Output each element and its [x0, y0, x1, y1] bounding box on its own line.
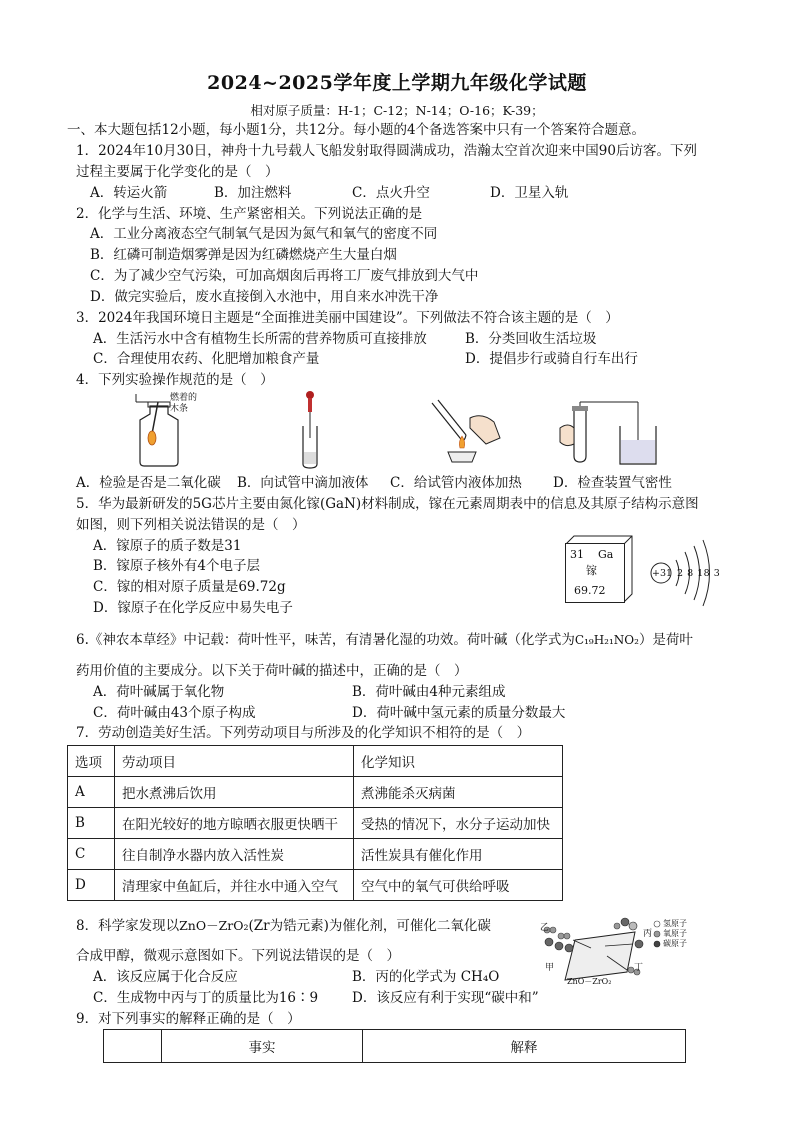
label-catalyst: ZnO－ZrO₂ [567, 977, 612, 986]
header-cell: 选项 [68, 746, 115, 777]
q8-stem-line2: 合成甲醇，微观示意图如下。下列说法错误的是（ ） [76, 948, 400, 964]
element-name: 镓 [586, 564, 597, 577]
table-cell: 受热的情况下，水分子运动加快 [354, 808, 563, 839]
label-jia: 甲 [545, 963, 555, 973]
q3-option-d: D．提倡步行或骑自行车出行 [465, 351, 638, 367]
label-bing: 丙 [643, 929, 653, 939]
table-cell: 往自制净水器内放入活性炭 [115, 839, 354, 870]
q2-stem: 2．化学与生活、环境、生产紧密相关。下列说法正确的是 [76, 206, 423, 222]
q5-option-b: B．镓原子核外有4个电子层 [93, 558, 261, 574]
header-cell: 化学知识 [354, 746, 563, 777]
q8-stem-text: 8．科学家发现以 [76, 918, 180, 934]
q2-option-a: A．工业分离液态空气制氧气是因为氮气和氧气的密度不同 [90, 226, 438, 242]
table-cell: 把水煮沸后饮用 [115, 777, 354, 808]
q6-stem-line2: 药用价值的主要成分。以下关于荷叶碱的描述中，正确的是（ ） [76, 663, 468, 679]
q6-option-d: D．荷叶碱中氢元素的质量分数最大 [352, 705, 566, 721]
q4-option-c: C．给试管内液体加热 [390, 475, 522, 491]
q8-stem-line1 [76, 917, 491, 935]
q7-stem: 7．劳动创造美好生活。下列劳动项目与所涉及的化学知识不相符的是（ ） [76, 725, 531, 741]
q2-option-c: C．为了减少空气污染，可加高烟囱后再将工厂废气排放到大气中 [90, 268, 479, 284]
q6-formula: C₁₉H₂₁NO₂ [574, 633, 639, 647]
nucleus-charge: +31 [652, 568, 673, 579]
element-cell [565, 543, 625, 603]
header-cell: 解释 [363, 1030, 686, 1063]
q1-option-d: D．卫星入轨 [490, 185, 569, 201]
table-row [68, 870, 563, 901]
q2-option-b: B．红磷可制造烟雾弹是因为红磷燃烧产生大量白烟 [90, 247, 397, 263]
table-cell: D [68, 870, 115, 901]
table-cell: B [68, 808, 115, 839]
q3-option-a: A．生活污水中含有植物生长所需的营养物质可直接排放 [93, 331, 427, 347]
legend-oxygen: 氧原子 [663, 929, 687, 938]
element-symbol: Ga [598, 548, 614, 561]
q2-option-d: D．做完实验后，废水直接倒入水池中，用自来水冲洗干净 [90, 289, 439, 305]
table-row [68, 808, 563, 839]
atomic-mass-line: 相对原子质量：H-1；C-12；N-14；O-16；K-39； [250, 103, 544, 118]
q8-option-c: C．生成物中丙与丁的质量比为16∶9 [93, 990, 319, 1006]
q1-option-b: B．加注燃料 [214, 185, 292, 201]
q9-table [103, 1029, 686, 1063]
legend-hydrogen: 氢原子 [663, 919, 687, 928]
q6-stem-text: 6.《神农本草经》中记载：荷叶性平，味苦，有清暑化湿的功效。荷叶碱（化学式为 [76, 632, 575, 648]
q5-stem-line1: 5．华为最新研发的5G芯片主要由氮化镓(GaN)材料制成，镓在元素周期表中的信息及其原子结构示意图 [76, 496, 699, 512]
atomic-mass: 69.72 [574, 584, 606, 597]
exam-title: 2024~2025学年度上学期九年级化学试题 [207, 72, 587, 94]
q5-option-a: A．镓原子的质子数是31 [93, 538, 242, 554]
q4-option-a: A．检验是否是二氧化碳 [76, 475, 221, 491]
table-header-row [68, 746, 563, 777]
q3-option-b: B．分类回收生活垃圾 [465, 331, 597, 347]
label-yi: 乙 [540, 923, 550, 933]
header-cell [104, 1030, 162, 1063]
burning-stick-label: 燃着的木条 [170, 393, 198, 414]
q5-option-c: C．镓的相对原子质量是69.72g [93, 579, 286, 595]
q8-option-a: A．该反应属于化合反应 [93, 969, 238, 985]
q7-table [67, 745, 563, 901]
header-cell: 劳动项目 [115, 746, 354, 777]
q6-option-a: A．荷叶碱属于氧化物 [93, 684, 225, 700]
table-cell: 在阳光较好的地方晾晒衣服更快晒干 [115, 808, 354, 839]
atomic-number: 31 [570, 548, 584, 561]
q1-stem-line2: 过程主要属于化学变化的是（ ） [76, 164, 279, 180]
table-cell: 活性炭具有催化作用 [354, 839, 563, 870]
q4-option-d: D．检查装置气密性 [553, 475, 672, 491]
q8-option-b: B．丙的化学式为 CH₄O [352, 969, 500, 985]
table-cell: 空气中的氧气可供给呼吸 [354, 870, 563, 901]
q3-option-c: C．合理使用农药、化肥增加粮食产量 [93, 351, 320, 367]
q1-option-c: C．点火升空 [352, 185, 430, 201]
legend-carbon: 碳原子 [663, 939, 687, 948]
airtight-figure [558, 398, 658, 466]
q4-stem: 4．下列实验操作规范的是（ ） [76, 372, 274, 388]
q6-option-b: B．荷叶碱由4种元素组成 [352, 684, 506, 700]
q9-stem: 9．对下列事实的解释正确的是（ ） [76, 1011, 301, 1027]
q4-option-b: B．向试管中滴加液体 [237, 475, 369, 491]
q1-stem-line1: 1．2024年10月30日，神舟十九号载人飞船发射取得圆满成功，浩瀚太空首次迎来中国90后访客。下列 [76, 143, 697, 159]
q3-stem: 3．2024年我国环境日主题是“全面推进美丽中国建设”。下列做法不符合该主题的是（ ） [76, 310, 619, 326]
table-header-row [104, 1030, 686, 1063]
section-heading: 一、本大题包括12小题，每小题1分，共12分。每小题的4个备选答案中只有一个答案符合题意。 [67, 122, 646, 138]
table-cell: 清理家中鱼缸后，并往水中通入空气 [115, 870, 354, 901]
q6-option-c: C．荷叶碱由43个原子构成 [93, 705, 256, 721]
q5-option-d: D．镓原子在化学反应中易失电子 [93, 600, 293, 616]
dropper-figure [295, 390, 325, 470]
q6-stem-line1 [76, 631, 693, 649]
table-row [68, 839, 563, 870]
q5-stem-line2: 如图，则下列相关说法错误的是（ ） [76, 517, 306, 533]
table-cell: C [68, 839, 115, 870]
q8-catalyst: ZnO－ZrO₂ [179, 918, 249, 933]
q8-stem-tail: (Zr为锆元素)为催化剂，可催化二氧化碳 [248, 918, 491, 934]
heating-figure [420, 398, 502, 466]
q6-stem-tail: ）是荷叶 [638, 632, 693, 648]
electron-shells: 2 8 18 3 [677, 568, 721, 579]
q1-option-a: A．转运火箭 [90, 185, 168, 201]
label-ding: 丁 [634, 963, 644, 973]
table-row [68, 777, 563, 808]
table-cell: 煮沸能杀灭病菌 [354, 777, 563, 808]
header-cell: 事实 [162, 1030, 363, 1063]
q8-option-d: D．该反应有利于实现“碳中和” [352, 990, 539, 1006]
table-cell: A [68, 777, 115, 808]
